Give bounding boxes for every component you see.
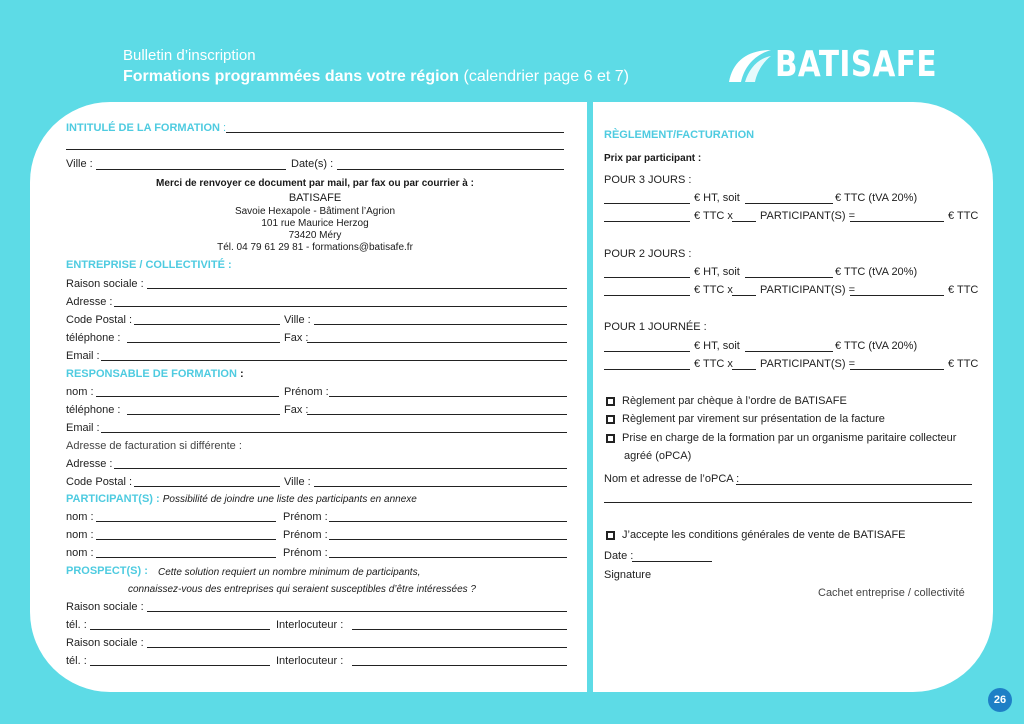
date-label: Date : bbox=[604, 550, 634, 562]
entreprise-heading: ENTREPRISE / COLLECTIVITÉ : bbox=[66, 259, 232, 271]
price-ttc-unit-field[interactable] bbox=[604, 221, 690, 222]
cachet-label: Cachet entreprise / collectivité bbox=[818, 587, 965, 599]
ville-label: Ville : bbox=[66, 158, 93, 170]
tel-label: tél. : bbox=[66, 655, 87, 667]
adresse-label: Adresse : bbox=[66, 458, 113, 470]
nom-opca-field-2[interactable] bbox=[604, 502, 972, 503]
raison-sociale-label: Raison sociale : bbox=[66, 601, 144, 613]
fax-field[interactable] bbox=[307, 342, 567, 343]
date-field[interactable] bbox=[632, 561, 712, 562]
total-ttc-field[interactable] bbox=[850, 295, 944, 296]
ville-label: Ville : bbox=[284, 476, 311, 488]
price-ttc-field[interactable] bbox=[745, 351, 833, 352]
ville-field[interactable] bbox=[314, 324, 567, 325]
ttc-x-label: € TTC x bbox=[694, 210, 733, 222]
reglement-heading: RÈGLEMENT/FACTURATION bbox=[604, 129, 755, 141]
participant-nom-field[interactable] bbox=[96, 539, 276, 540]
address-line: Savoie Hexapole - Bâtiment l’Agrion bbox=[234, 206, 396, 217]
nom-label: nom : bbox=[66, 529, 94, 541]
participants-count-field[interactable] bbox=[732, 369, 756, 370]
ttc-label: € TTC bbox=[948, 284, 979, 296]
prospects-heading: PROSPECT(S) : bbox=[66, 565, 148, 577]
address-line: BATISAFE bbox=[288, 192, 342, 204]
virement-checkbox[interactable] bbox=[606, 415, 615, 424]
code-postal-field[interactable] bbox=[134, 486, 280, 487]
pour-2-jours-label: POUR 2 JOURS : bbox=[604, 248, 692, 260]
participant-prenom-field[interactable] bbox=[329, 521, 567, 522]
telephone-label: téléphone : bbox=[66, 332, 121, 344]
adresse-label: Adresse : bbox=[66, 296, 113, 308]
cgv-checkbox[interactable] bbox=[606, 531, 615, 540]
form-title-bold: Formations programmées dans votre région bbox=[123, 68, 460, 85]
price-ht-field[interactable] bbox=[604, 203, 690, 204]
address-line: 73420 Méry bbox=[288, 230, 342, 241]
prospect-raison-sociale-field[interactable] bbox=[147, 647, 567, 648]
opca-label-cont: agréé (oPCA) bbox=[624, 450, 692, 462]
address-line: 101 rue Maurice Herzog bbox=[261, 218, 369, 229]
cgv-label: J’accepte les conditions générales de vente de BATISAFE bbox=[622, 529, 906, 541]
participants-eq-label: PARTICIPANT(S) = bbox=[760, 358, 856, 370]
interlocuteur-label: Interlocuteur : bbox=[276, 655, 344, 667]
code-postal-field[interactable] bbox=[134, 324, 280, 325]
opca-checkbox[interactable] bbox=[606, 434, 615, 443]
billing-address-note: Adresse de facturation si différente : bbox=[66, 440, 242, 452]
telephone-field[interactable] bbox=[127, 414, 280, 415]
raison-sociale-label: Raison sociale : bbox=[66, 278, 144, 290]
prospect-tel-field[interactable] bbox=[90, 665, 270, 666]
batisafe-logo bbox=[727, 44, 937, 86]
logo-text: BATISAFE bbox=[775, 44, 937, 85]
pour-1-journee-label: POUR 1 JOURNÉE : bbox=[604, 321, 707, 333]
formation-field[interactable] bbox=[226, 132, 564, 133]
cheque-label: Règlement par chèque à l’ordre de BATISAFE bbox=[622, 395, 847, 407]
prospect-tel-field[interactable] bbox=[90, 629, 270, 630]
prospects-note: connaissez-vous des entreprises qui seraient susceptibles d’être intéressées ? bbox=[128, 584, 476, 595]
signature-label: Signature bbox=[604, 569, 652, 581]
ttc-tva-label: € TTC (tVA 20%) bbox=[835, 266, 918, 278]
fax-label: Fax : bbox=[284, 332, 309, 344]
prenom-label: Prénom : bbox=[284, 386, 329, 398]
dates-label: Date(s) : bbox=[291, 158, 334, 170]
return-instructions: Merci de renvoyer ce document par mail, par fax ou par courrier à : bbox=[156, 178, 474, 189]
address-line: Tél. 04 79 61 29 81 - formations@batisafe.fr bbox=[217, 242, 413, 253]
code-postal-label: Code Postal : bbox=[66, 314, 133, 326]
nom-opca-field[interactable] bbox=[736, 484, 972, 485]
prospect-interlocuteur-field[interactable] bbox=[352, 665, 567, 666]
form-title-rest: (calendrier page 6 et 7) bbox=[459, 68, 629, 85]
prenom-label: Prénom : bbox=[283, 547, 328, 559]
logo-wing-icon bbox=[727, 46, 773, 84]
nom-label: nom : bbox=[66, 547, 94, 559]
telephone-label: téléphone : bbox=[66, 404, 121, 416]
ttc-x-label: € TTC x bbox=[694, 284, 733, 296]
responsable-heading: RESPONSABLE DE FORMATION : bbox=[66, 368, 244, 380]
prenom-label: Prénom : bbox=[283, 511, 328, 523]
cheque-checkbox[interactable] bbox=[606, 397, 615, 406]
ttc-tva-label: € TTC (tVA 20%) bbox=[835, 340, 918, 352]
ht-soit-label: € HT, soit bbox=[694, 192, 740, 204]
virement-label: Règlement par virement sur présentation de la facture bbox=[622, 413, 885, 425]
page-number: 26 bbox=[988, 688, 1012, 712]
ville-label: Ville : bbox=[284, 314, 311, 326]
nom-opca-label: Nom et adresse de l’oPCA : bbox=[604, 473, 740, 485]
participant-prenom-field[interactable] bbox=[329, 557, 567, 558]
participants-eq-label: PARTICIPANT(S) = bbox=[760, 284, 856, 296]
formation-heading: INTITULÉ DE LA FORMATION : bbox=[66, 122, 227, 134]
raison-sociale-field[interactable] bbox=[147, 288, 567, 289]
prospect-raison-sociale-field[interactable] bbox=[147, 611, 567, 612]
price-ttc-unit-field[interactable] bbox=[604, 295, 690, 296]
ville-field[interactable] bbox=[96, 169, 286, 170]
price-ht-field[interactable] bbox=[604, 277, 690, 278]
opca-label: Prise en charge de la formation par un organisme paritaire collecteur bbox=[622, 432, 957, 444]
participant-prenom-field[interactable] bbox=[329, 539, 567, 540]
price-ttc-field[interactable] bbox=[745, 203, 833, 204]
price-ht-field[interactable] bbox=[604, 351, 690, 352]
code-postal-label: Code Postal : bbox=[66, 476, 133, 488]
telephone-field[interactable] bbox=[127, 342, 280, 343]
adresse-field[interactable] bbox=[114, 306, 567, 307]
ht-soit-label: € HT, soit bbox=[694, 340, 740, 352]
prospects-note: Cette solution requiert un nombre minimum de participants, bbox=[158, 567, 421, 578]
fax-label: Fax : bbox=[284, 404, 309, 416]
tel-label: tél. : bbox=[66, 619, 87, 631]
adresse-field[interactable] bbox=[114, 468, 567, 469]
form-subtitle: Bulletin d’inscription bbox=[123, 47, 256, 64]
email-label: Email : bbox=[66, 422, 100, 434]
form-title bbox=[123, 68, 629, 86]
ttc-label: € TTC bbox=[948, 358, 979, 370]
ht-soit-label: € HT, soit bbox=[694, 266, 740, 278]
email-label: Email : bbox=[66, 350, 100, 362]
dates-field[interactable] bbox=[337, 169, 564, 170]
total-ttc-field[interactable] bbox=[850, 221, 944, 222]
email-field[interactable] bbox=[101, 360, 567, 361]
email-field[interactable] bbox=[101, 432, 567, 433]
fax-field[interactable] bbox=[307, 414, 567, 415]
nom-label: nom : bbox=[66, 511, 94, 523]
price-ttc-field[interactable] bbox=[745, 277, 833, 278]
participants-count-field[interactable] bbox=[732, 221, 756, 222]
ttc-label: € TTC bbox=[948, 210, 979, 222]
total-ttc-field[interactable] bbox=[850, 369, 944, 370]
raison-sociale-label: Raison sociale : bbox=[66, 637, 144, 649]
interlocuteur-label: Interlocuteur : bbox=[276, 619, 344, 631]
formation-field-2[interactable] bbox=[66, 149, 564, 150]
nom-field[interactable] bbox=[96, 396, 279, 397]
ville-field[interactable] bbox=[314, 486, 567, 487]
pour-3-jours-label: POUR 3 JOURS : bbox=[604, 174, 692, 186]
prenom-label: Prénom : bbox=[283, 529, 328, 541]
participant-nom-field[interactable] bbox=[96, 557, 276, 558]
nom-label: nom : bbox=[66, 386, 94, 398]
ttc-x-label: € TTC x bbox=[694, 358, 733, 370]
prospect-interlocuteur-field[interactable] bbox=[352, 629, 567, 630]
participants-eq-label: PARTICIPANT(S) = bbox=[760, 210, 856, 222]
participants-heading: PARTICIPANT(S) : Possibilité de joindre une liste des participants en annexe bbox=[66, 493, 417, 505]
ttc-tva-label: € TTC (tVA 20%) bbox=[835, 192, 918, 204]
prenom-field[interactable] bbox=[329, 396, 567, 397]
participant-nom-field[interactable] bbox=[96, 521, 276, 522]
participants-count-field[interactable] bbox=[732, 295, 756, 296]
price-ttc-unit-field[interactable] bbox=[604, 369, 690, 370]
prix-label: Prix par participant : bbox=[604, 153, 702, 164]
